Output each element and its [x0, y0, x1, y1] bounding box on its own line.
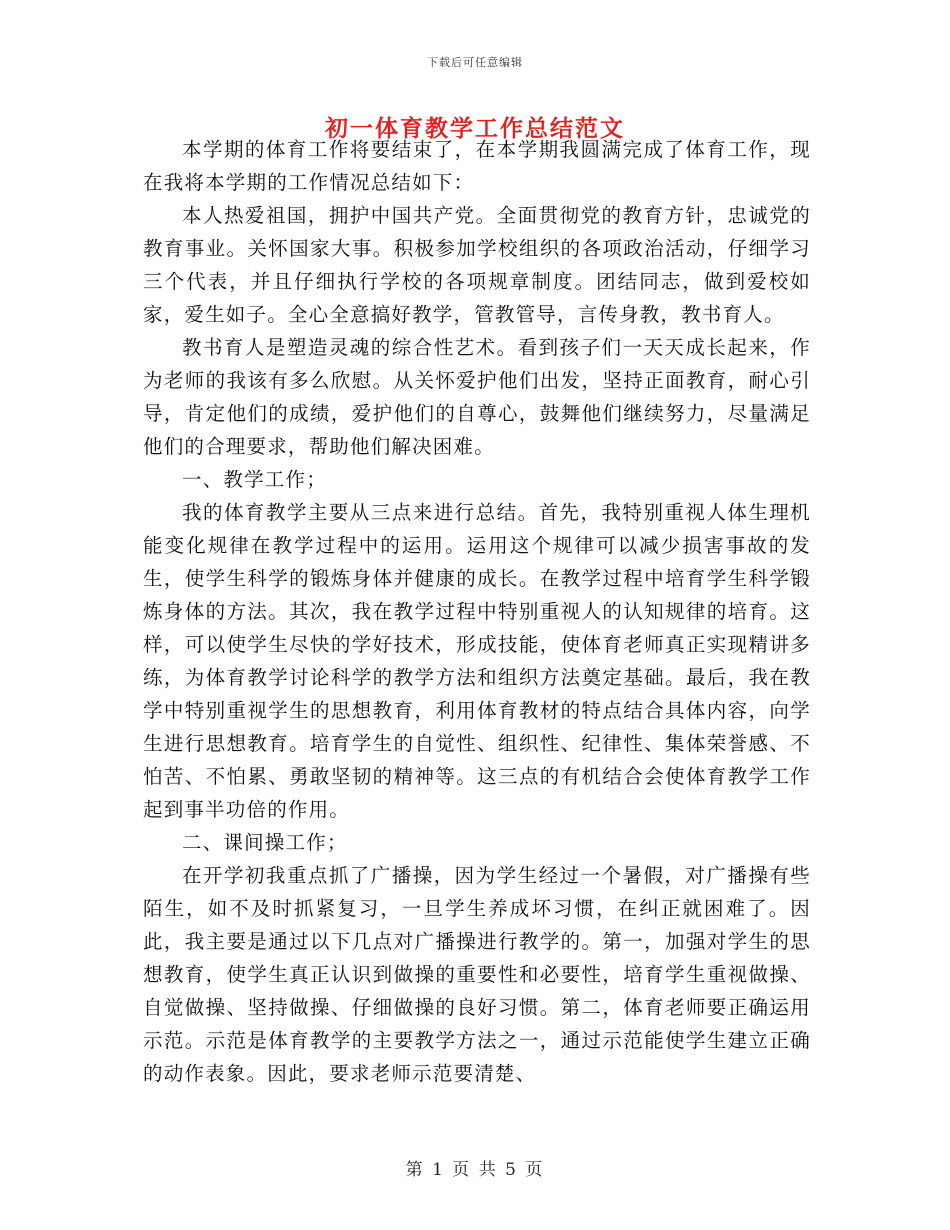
section-heading: 二、课间操工作； [182, 831, 348, 854]
section-heading: 一、教学工作； [182, 468, 327, 491]
paragraph: 教书育人是塑造灵魂的综合性艺术。看到孩子们一天天成长起来，作为老师的我该有多么欣慰。从关怀爱护他们出发，坚持正面教育，耐心引导，肯定他们的成绩，爱护他们的自尊心，鼓舞他们继续努力，尽量满足他们的合理要求，帮助他们解决困难。 [143, 336, 811, 458]
paragraph: 本人热爱祖国，拥护中国共产党。全面贯彻党的教育方针，忠诚党的教育事业。关怀国家大事。积极参加学校组织的各项政治活动，仔细学习三个代表，并且仔细执行学校的各项规章制度。团结同志，做到爱校如家，爱生如子。全心全意搞好教学，管教管导，言传身教，教书育人。 [143, 204, 811, 326]
document-body [143, 133, 811, 1090]
paragraph: 本学期的体育工作将要结束了，在本学期我圆满完成了体育工作，现在我将本学期的工作情况总结如下： [143, 138, 811, 194]
paragraph: 我的体育教学主要从三点来进行总结。首先，我特别重视人体生理机能变化规律在教学过程中的运用。运用这个规律可以减少损害事故的发生，使学生科学的锻炼身体并健康的成长。在教学过程中培育学生科学锻炼身体的方法。其次，我在教学过程中特别重视人的认知规律的培育。这样，可以使学生尽快的学好技术，形成技能，使体育老师真正实现精讲多练，为体育教学讨论科学的教学方法和组织方法奠定基础。最后，我在教学中特别重视学生的思想教育，利用体育教材的特点结合具体内容，向学生进行思想教育。培育学生的自觉性、组织性、纪律性、集体荣誉感、不怕苦、不怕累、勇敢坚韧的精神等。这三点的有机结合会使体育教学工作起到事半功倍的作用。 [143, 501, 811, 821]
page-number: 第 1 页 共 5 页 [405, 1160, 545, 1180]
header-note: 下载后可任意编辑 [427, 56, 523, 69]
paragraph: 在开学初我重点抓了广播操，因为学生经过一个暑假，对广播操有些陌生，如不及时抓紧复习，一旦学生养成坏习惯，在纠正就困难了。因此，我主要是通过以下几点对广播操进行教学的。第一，加强对学生的思想教育，使学生真正认识到做操的重要性和必要性，培育学生重视做操、自觉做操、坚持做操、仔细做操的良好习惯。第二，体育老师要正确运用示范。示范是体育教学的主要教学方法之一，通过示范能使学生建立正确的动作表象。因此，要求老师示范要清楚、 [143, 864, 811, 1085]
document-title: 初一体育教学工作总结范文 [325, 115, 625, 142]
